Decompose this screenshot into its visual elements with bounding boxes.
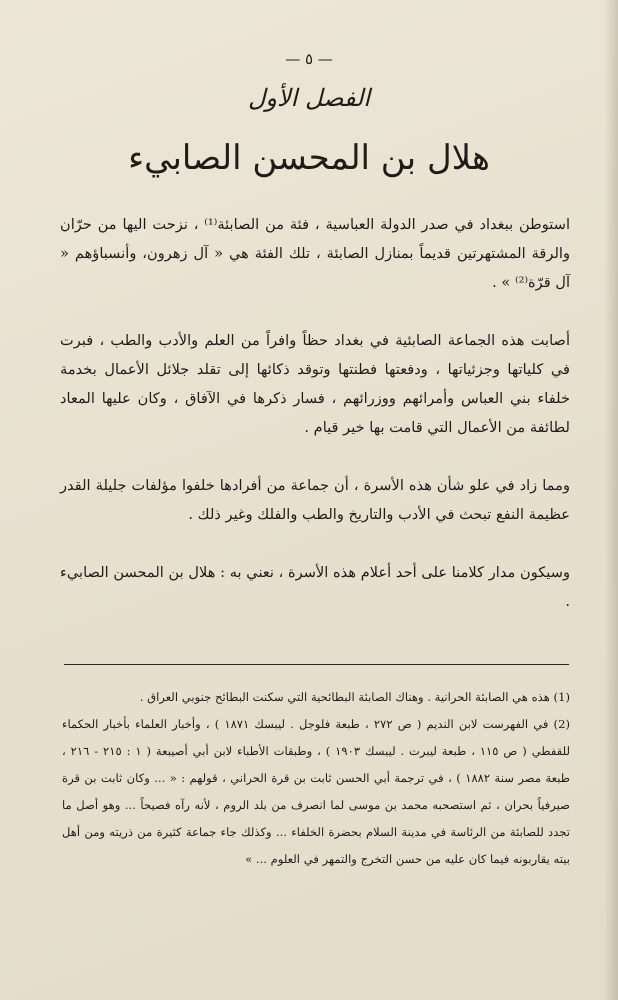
paragraph: وسيكون مدار كلامنا على أحد أعلام هذه الأسرة ، نعني به : هلال بن المحسن الصابيء . <box>60 564 570 610</box>
page-title: هلال بن المحسن الصابيء <box>128 138 490 178</box>
body-text <box>60 210 570 645</box>
chapter-heading: الفصل الأول <box>247 84 371 112</box>
footnote-divider <box>64 664 569 665</box>
paragraph: استوطن ببغداد في صدر الدولة العباسية ، فئة من الصابئة⁽¹⁾ ، نزحت اليها من حرّان والرقة المشتهرتين قديماً بمنازل الصابئة ، تلك الفئة هي « آل زهرون، وأنسباؤهم « آل قرّة⁽²⁾ » . <box>60 216 570 291</box>
paragraph: ومما زاد في علو شأن هذه الأسرة ، أن جماعة من أفرادها خلفوا مؤلفات جليلة القدر عظيمة النفع تبحث في الأدب والتاريخ والطب والفلك وغير ذلك . <box>60 477 570 523</box>
footnote: (1) هذه هي الصابئة الحرانية . وهناك الصابئة البطائحية التي سكنت البطائح جنوبي العراق . <box>139 690 570 704</box>
paragraph: أصابت هذه الجماعة الصابئية في بغداد حظاً وافراً من العلم والأدب والطب ، فبرت في كلياتها وجزئياتها ، ودفعتها فطنتها وتوقد ذكائها إلى تقلد جلائل الأعمال بخدمة خلفاء بني العباس وأمرائهم ووزرائهم ، فسار ذكرها في الآفاق ، وكان عليها المعاد لطائفة من الأعمال التي قامت بها خير قيام . <box>60 332 570 436</box>
footnotes <box>62 684 570 873</box>
page-number: — ٥ — <box>285 50 333 68</box>
footnote: (2) في الفهرست لابن النديم ( ص ٢٧٢ ، طبعة فلوجل . ليبسك ١٨٧١ ) ، وأخبار العلماء بأخبار الحكماء للقفطي ( ص ١١٥ ، طبعة ليبرت . ليبسك ١٩٠٣ ) ، وطبقات الأطباء لابن أبي أصيبعة ( ١ : ٢١٥ - ٢١٦ ، طبعة مصر سنة ١٨٨٢ ) ، في ترجمة أبي الحسن ثابت بن قرة الحراني ، قولهم : « ... وكان ثابت بن قرة صيرفياً بحران ، ثم استصحبه محمد بن موسى لما انصرف من بلد الروم ، لأنه رآه فصيحاً ... وهو أصل ما تجدد للصابئة من الرئاسة في مدينة السلام بحضرة الخلفاء ... وكذلك جاء جماعة كثيرة من ذريته ومن أهل بيته يقاربونه فيما كان عليه من حسن التخرج والتمهر في العلوم ... » <box>62 717 570 866</box>
page-edge-shadow <box>604 0 618 1000</box>
